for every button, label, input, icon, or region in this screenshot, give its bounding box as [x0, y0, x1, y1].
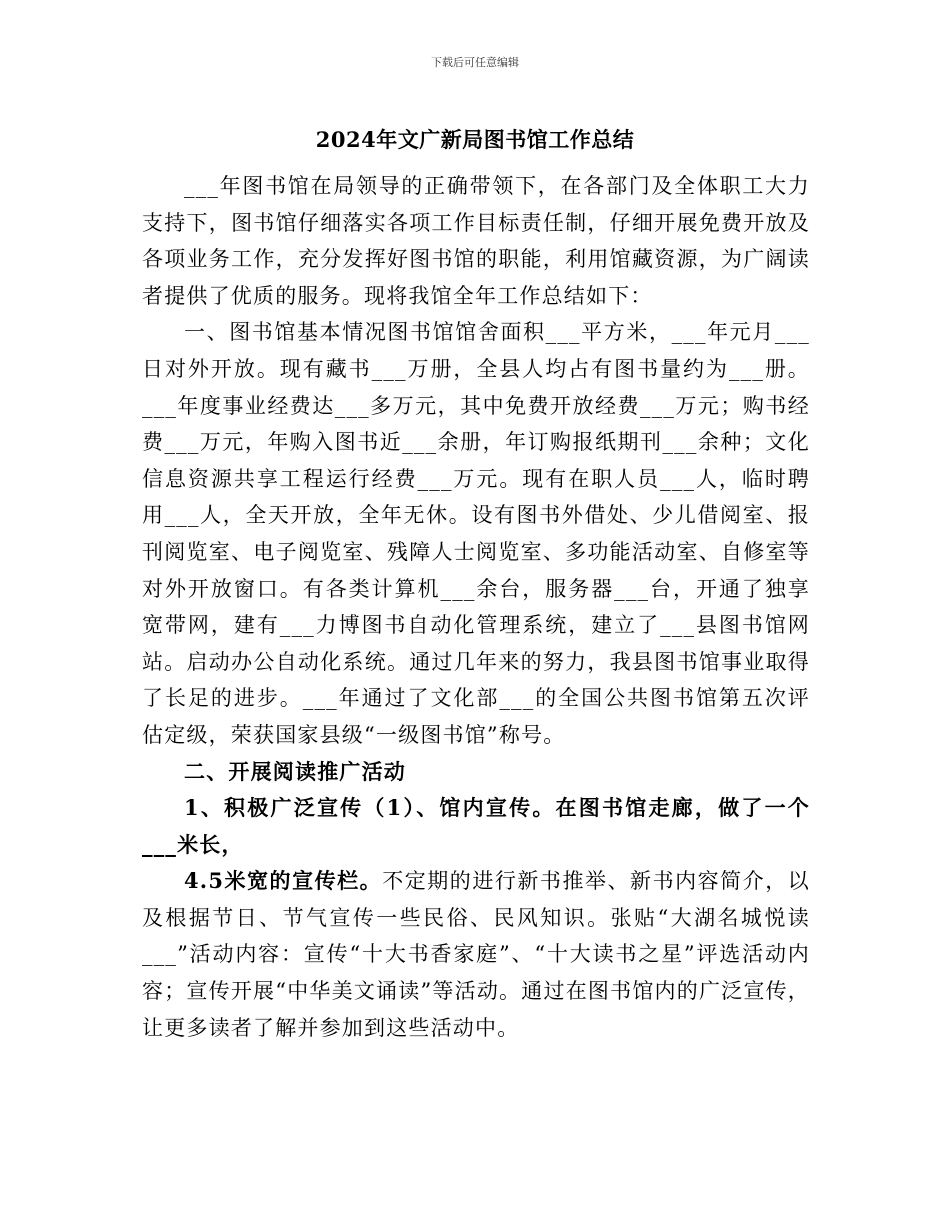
paragraph-publicity-lead: 4.5米宽的宣传栏。 [184, 868, 383, 894]
paragraph-intro: ___年图书馆在局领导的正确带领下，在各部门及全体职工大力支持下，图书馆仔细落实各项工作目标责任制，仔细开展免费开放及各项业务工作，充分发挥好图书馆的职能，利用馆藏资源，为广阔读者提供了优质的服务。现将我馆全年工作总结如下： [142, 174, 810, 308]
paragraph-publicity [142, 863, 810, 1046]
subsection-heading-publicity: 1、积极广泛宣传（1）、馆内宣传。在图书馆走廊，做了一个___米长， [142, 795, 810, 857]
document-body [142, 168, 810, 1046]
document-title: 2024年文广新局图书馆工作总结 [315, 127, 635, 152]
paragraph-publicity-text: 不定期的进行新书推举、新书内容简介，以及根据节日、节气宣传一些民俗、民风知识。张贴“大湖名城悦读___”活动内容：宣传“十大书香家庭”、“十大读书之星”评选活动内容；宣传开展“中华美文诵读”等活动。通过在图书馆内的广泛宣传，让更多读者了解并参加到这些活动中。 [142, 869, 810, 1040]
header-note: 下载后可任意编辑 [431, 56, 519, 69]
section-heading-reading-promotion: 二、开展阅读推广活动 [184, 758, 406, 784]
paragraph-basic-info: 一、图书馆基本情况图书馆馆舍面积___平方米，___年元月___日对外开放。现有藏书___万册，全县人均占有图书量约为___册。___年度事业经费达___多万元，其中免费开放经费___万元；购书经费___万元，年购入图书近___余册，年订购报纸期刊___余种；文化信息资源共享工程运行经费___万元。现有在职人员___人，临时聘用___人，全天开放，全年无休。设有图书外借处、少儿借阅室、报刊阅览室、电子阅览室、残障人士阅览室、多功能活动室、自修室等对外开放窗口。有各类计算机___余台，服务器___台，开通了独享宽带网，建有___力博图书自动化管理系统，建立了___县图书馆网站。启动办公自动化系统。通过几年来的努力，我县图书馆事业取得了长足的进步。___年通过了文化部___的全国公共图书馆第五次评估定级，荣获国家县级“一级图书馆”称号。 [142, 320, 810, 747]
